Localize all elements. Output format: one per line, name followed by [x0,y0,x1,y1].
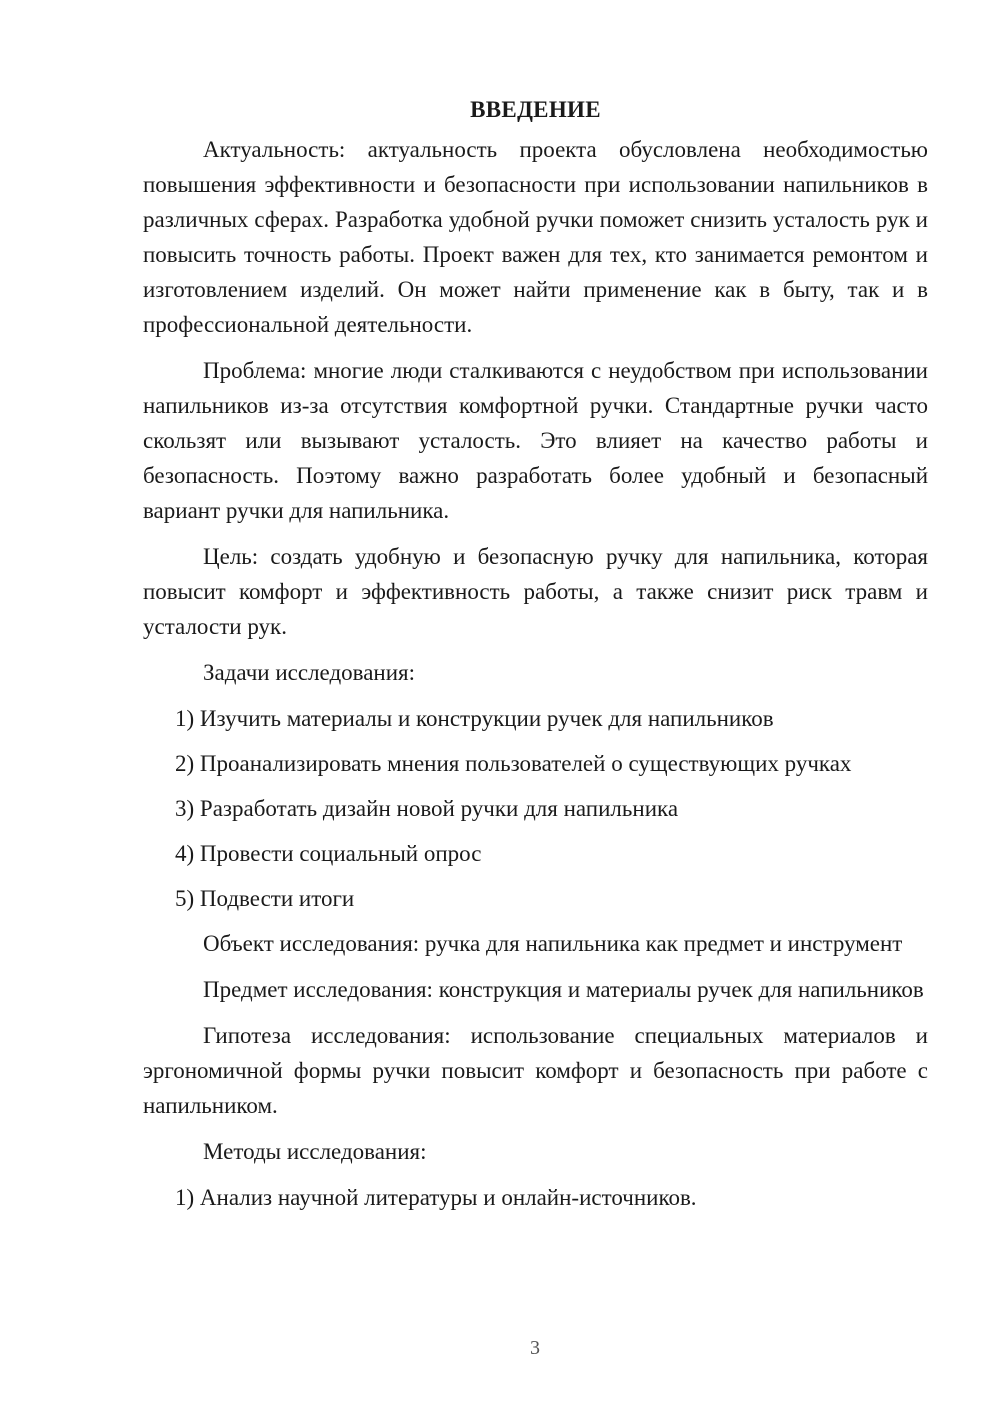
page-content [143,92,928,1225]
list-item: 2) Проанализировать мнения пользователей о существующих ручках [175,751,852,776]
subject-paragraph: Предмет исследования: конструкция и материалы ручек для напильников [203,977,924,1002]
methods-list [143,1180,928,1215]
hypothesis-paragraph: Гипотеза исследования: использование специальных материалов и эргономичной формы ручки повысит комфорт и безопасность при работе с напильником. [143,1023,928,1118]
relevance-paragraph: Актуальность: актуальность проекта обусловлена необходимостью повышения эффективности и безопасности при использовании напильников в различных сферах. Разработка удобной ручки поможет снизить усталость рук и повысить точность работы. Проект важен для тех, кто занимается ремонтом и изготовлением изделий. Он может найти применение как в быту, так и в профессиональной деятельности. [143,137,928,337]
list-item: 3) Разработать дизайн новой ручки для напильника [175,796,679,821]
page-number: 3 [530,1337,540,1359]
goal-paragraph: Цель: создать удобную и безопасную ручку для напильника, которая повысит комфорт и эффективность работы, а также снизит риск травм и усталости рук. [143,544,928,639]
tasks-heading: Задачи исследования: [203,660,416,685]
list-item: 5) Подвести итоги [175,886,355,911]
list-item: 1) Изучить материалы и конструкции ручек для напильников [175,706,774,731]
list-item: 4) Провести социальный опрос [175,841,482,866]
tasks-list [143,701,928,916]
section-title: ВВЕДЕНИЕ [470,97,601,122]
problem-paragraph: Проблема: многие люди сталкиваются с неудобством при использовании напильников из-за отсутствия комфортной ручки. Стандартные ручки часто скользят или вызывают усталость. Это влияет на качество работы и безопасность. Поэтому важно разработать более удобный и безопасный вариант ручки для напильника. [143,358,928,523]
list-item: 1) Анализ научной литературы и онлайн-источников. [175,1185,697,1210]
object-paragraph: Объект исследования: ручка для напильника как предмет и инструмент [203,931,903,956]
methods-heading: Методы исследования: [203,1139,427,1164]
